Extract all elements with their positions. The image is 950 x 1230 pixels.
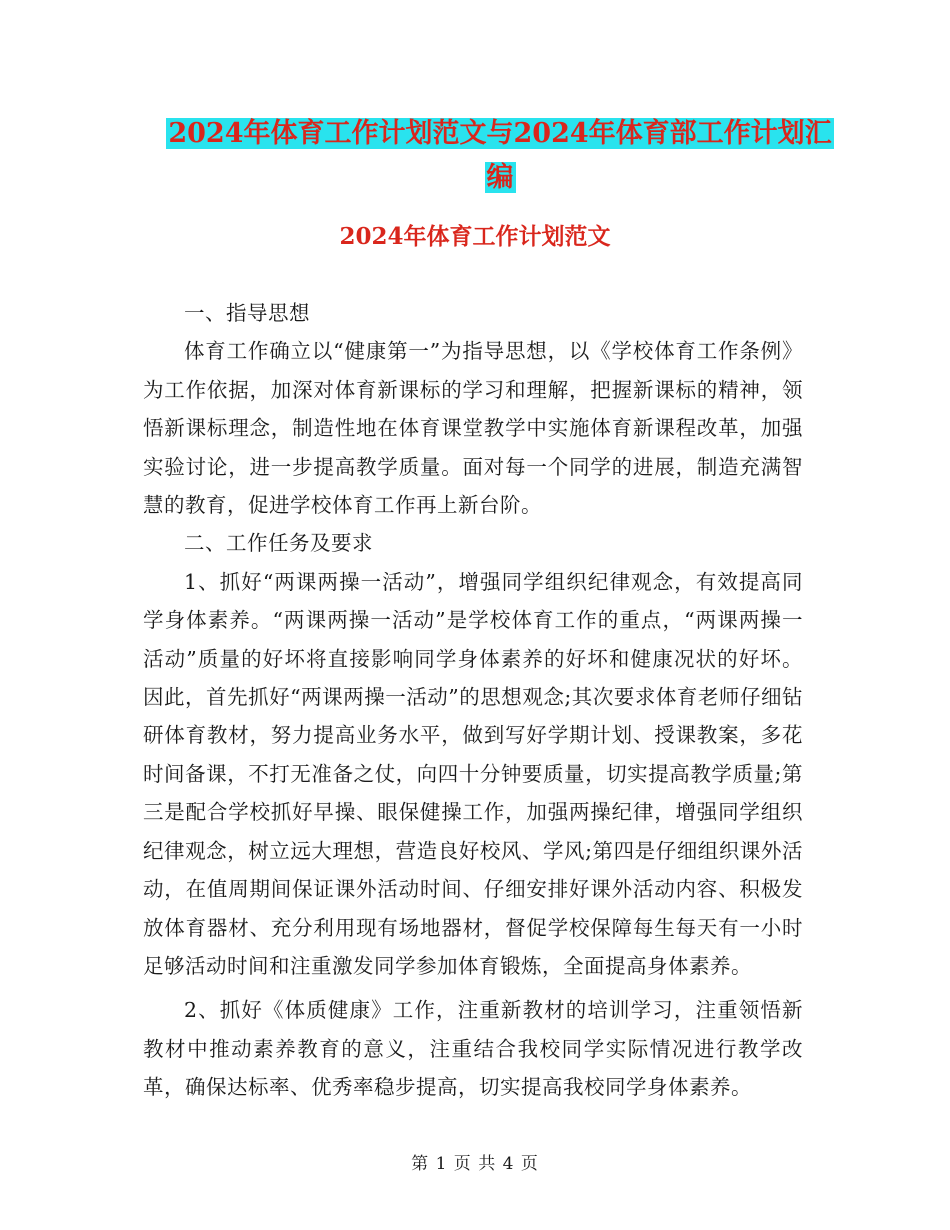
paragraph-task-1: 1、抓好“两课两操一活动”，增强同学组织纪律观念，有效提高同学身体素养。“两课两操一活动”是学校体育工作的重点，“两课两操一活动”质量的好坏将直接影响同学身体素养的好坏和健康况状的好坏。因此，首先抓好“两课两操一活动”的思想观念;其次要求体育老师仔细钻研体育教材，努力提高业务水平，做到写好学期计划、授课教案，多花时间备课，不打无准备之仗，向四十分钟要质量，切实提高教学质量;第三是配合学校抓好早操、眼保健操工作，加强两操纪律，增强同学组织纪律观念，树立远大理想，营造良好校风、学风;第四是仔细组织课外活动，在值周期间保证课外活动时间、仔细安排好课外活动内容、积极发放体育器材、充分利用现有场地器材，督促学校保障每生每天有一小时足够活动时间和注重激发同学参加体育锻炼，全面提高身体素养。 bbox=[143, 569, 803, 978]
paragraph-guiding-ideology: 体育工作确立以“健康第一”为指导思想，以《学校体育工作条例》为工作依据，加深对体育新课标的学习和理解，把握新课标的精神，领悟新课标理念，制造性地在体育课堂教学中实施体育新课程改革，加强实验讨论，进一步提高教学质量。面对每一个同学的进展，制造充满智慧的教育，促进学校体育工作再上新台阶。 bbox=[143, 339, 803, 518]
paragraph-task-2: 2、抓好《体质健康》工作，注重新教材的培训学习，注重领悟新教材中推动素养教育的意义，注重结合我校同学实际情况进行教学改革，确保达标率、优秀率稳步提高，切实提高我校同学身体素养。 bbox=[143, 998, 803, 1100]
title-line-2: 编 bbox=[486, 162, 514, 193]
heading-guiding-ideology: 一、指导思想 bbox=[184, 301, 310, 325]
page-footer: 第 1 页 共 4 页 bbox=[411, 1154, 539, 1174]
document-body bbox=[143, 294, 803, 1107]
document-title bbox=[140, 112, 860, 200]
title-line-1: 2024年体育工作计划范文与2024年体育部工作计划汇 bbox=[168, 118, 832, 149]
section-title: 2024年体育工作计划范文 bbox=[339, 223, 611, 250]
heading-tasks-requirements: 二、工作任务及要求 bbox=[184, 531, 373, 556]
